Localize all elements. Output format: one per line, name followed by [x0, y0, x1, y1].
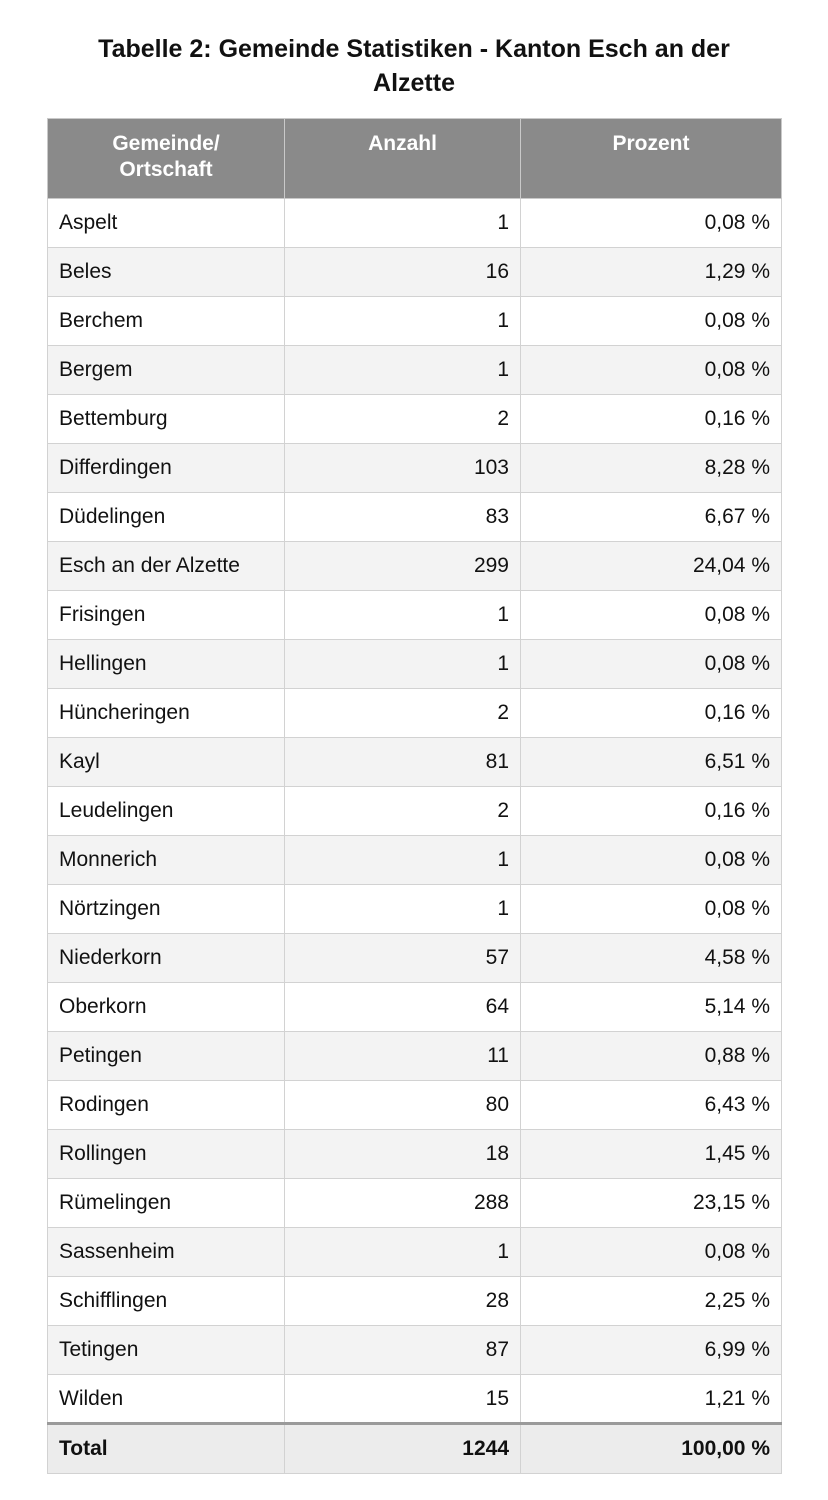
cell-gemeinde: Hüncheringen: [48, 689, 285, 738]
cell-prozent: 23,15 %: [521, 1179, 782, 1228]
cell-anzahl: 83: [285, 493, 521, 542]
table-footer: [48, 1424, 782, 1474]
cell-prozent: 0,08 %: [521, 297, 782, 346]
cell-prozent: 2,25 %: [521, 1277, 782, 1326]
total-label: Total: [48, 1424, 285, 1474]
cell-prozent: 5,14 %: [521, 983, 782, 1032]
cell-prozent: 6,43 %: [521, 1081, 782, 1130]
cell-anzahl: 1: [285, 199, 521, 248]
cell-gemeinde: Esch an der Alzette: [48, 542, 285, 591]
cell-gemeinde: Berchem: [48, 297, 285, 346]
cell-prozent: 0,08 %: [521, 836, 782, 885]
table-row: [48, 934, 782, 983]
cell-prozent: 6,51 %: [521, 738, 782, 787]
cell-gemeinde: Hellingen: [48, 640, 285, 689]
header-anzahl: Anzahl: [285, 119, 521, 199]
total-count: 1244: [285, 1424, 521, 1474]
cell-anzahl: 2: [285, 787, 521, 836]
table-row: [48, 738, 782, 787]
cell-gemeinde: Sassenheim: [48, 1228, 285, 1277]
header-gemeinde-line-1: Gemeinde/: [112, 132, 220, 155]
cell-gemeinde: Leudelingen: [48, 787, 285, 836]
cell-anzahl: 18: [285, 1130, 521, 1179]
table-row: [48, 1081, 782, 1130]
cell-anzahl: 11: [285, 1032, 521, 1081]
cell-anzahl: 288: [285, 1179, 521, 1228]
cell-anzahl: 80: [285, 1081, 521, 1130]
cell-prozent: 1,29 %: [521, 248, 782, 297]
cell-gemeinde: Oberkorn: [48, 983, 285, 1032]
cell-gemeinde: Monnerich: [48, 836, 285, 885]
statistics-table: [47, 118, 782, 1474]
total-row: [48, 1424, 782, 1474]
table-row: [48, 885, 782, 934]
cell-gemeinde: Beles: [48, 248, 285, 297]
table-row: [48, 297, 782, 346]
table-row: [48, 1130, 782, 1179]
cell-prozent: 24,04 %: [521, 542, 782, 591]
table-row: [48, 1032, 782, 1081]
cell-anzahl: 103: [285, 444, 521, 493]
table-row: [48, 1179, 782, 1228]
table-row: [48, 248, 782, 297]
title-line-2: Alzette: [373, 69, 455, 97]
cell-gemeinde: Bettemburg: [48, 395, 285, 444]
title-line-1: Tabelle 2: Gemeinde Statistiken - Kanton Esch an der: [98, 35, 730, 63]
cell-anzahl: 1: [285, 591, 521, 640]
table-row: [48, 542, 782, 591]
cell-anzahl: 16: [285, 248, 521, 297]
cell-anzahl: 1: [285, 836, 521, 885]
cell-gemeinde: Aspelt: [48, 199, 285, 248]
cell-prozent: 0,08 %: [521, 591, 782, 640]
cell-gemeinde: Düdelingen: [48, 493, 285, 542]
table-row: [48, 787, 782, 836]
cell-prozent: 0,08 %: [521, 1228, 782, 1277]
table-row: [48, 199, 782, 248]
table-row: [48, 591, 782, 640]
table-row: [48, 493, 782, 542]
cell-prozent: 0,16 %: [521, 395, 782, 444]
cell-anzahl: 1: [285, 297, 521, 346]
table-row: [48, 836, 782, 885]
cell-prozent: 6,99 %: [521, 1326, 782, 1375]
cell-gemeinde: Petingen: [48, 1032, 285, 1081]
cell-prozent: 1,45 %: [521, 1130, 782, 1179]
table-header: [48, 119, 782, 199]
cell-anzahl: 87: [285, 1326, 521, 1375]
table-row: [48, 395, 782, 444]
header-row: [48, 119, 782, 199]
table-row: [48, 1228, 782, 1277]
table-row: [48, 1326, 782, 1375]
cell-prozent: 0,08 %: [521, 885, 782, 934]
cell-anzahl: 1: [285, 640, 521, 689]
table-row: [48, 1375, 782, 1424]
cell-anzahl: 299: [285, 542, 521, 591]
cell-gemeinde: Niederkorn: [48, 934, 285, 983]
table-row: [48, 346, 782, 395]
cell-gemeinde: Schifflingen: [48, 1277, 285, 1326]
cell-prozent: 8,28 %: [521, 444, 782, 493]
cell-prozent: 6,67 %: [521, 493, 782, 542]
cell-anzahl: 1: [285, 346, 521, 395]
cell-gemeinde: Tetingen: [48, 1326, 285, 1375]
page-title: [0, 0, 828, 118]
table-row: [48, 1277, 782, 1326]
cell-anzahl: 1: [285, 885, 521, 934]
cell-prozent: 4,58 %: [521, 934, 782, 983]
cell-gemeinde: Rodingen: [48, 1081, 285, 1130]
cell-gemeinde: Kayl: [48, 738, 285, 787]
cell-gemeinde: Nörtzingen: [48, 885, 285, 934]
cell-anzahl: 2: [285, 689, 521, 738]
cell-prozent: 0,16 %: [521, 689, 782, 738]
cell-anzahl: 57: [285, 934, 521, 983]
header-prozent: Prozent: [521, 119, 782, 199]
header-gemeinde-line-2: Ortschaft: [119, 158, 213, 181]
cell-prozent: 0,08 %: [521, 199, 782, 248]
total-percent: 100,00 %: [521, 1424, 782, 1474]
cell-anzahl: 81: [285, 738, 521, 787]
cell-gemeinde: Rümelingen: [48, 1179, 285, 1228]
table-row: [48, 983, 782, 1032]
cell-prozent: 0,08 %: [521, 346, 782, 395]
cell-anzahl: 2: [285, 395, 521, 444]
cell-gemeinde: Frisingen: [48, 591, 285, 640]
cell-anzahl: 1: [285, 1228, 521, 1277]
cell-anzahl: 28: [285, 1277, 521, 1326]
cell-prozent: 0,88 %: [521, 1032, 782, 1081]
table-row: [48, 444, 782, 493]
cell-gemeinde: Differdingen: [48, 444, 285, 493]
cell-anzahl: 15: [285, 1375, 521, 1424]
table-row: [48, 640, 782, 689]
header-gemeinde: [48, 119, 285, 199]
cell-gemeinde: Bergem: [48, 346, 285, 395]
table-row: [48, 689, 782, 738]
cell-prozent: 0,08 %: [521, 640, 782, 689]
cell-gemeinde: Wilden: [48, 1375, 285, 1424]
cell-prozent: 0,16 %: [521, 787, 782, 836]
cell-prozent: 1,21 %: [521, 1375, 782, 1424]
table-body: [48, 199, 782, 1424]
cell-anzahl: 64: [285, 983, 521, 1032]
cell-gemeinde: Rollingen: [48, 1130, 285, 1179]
